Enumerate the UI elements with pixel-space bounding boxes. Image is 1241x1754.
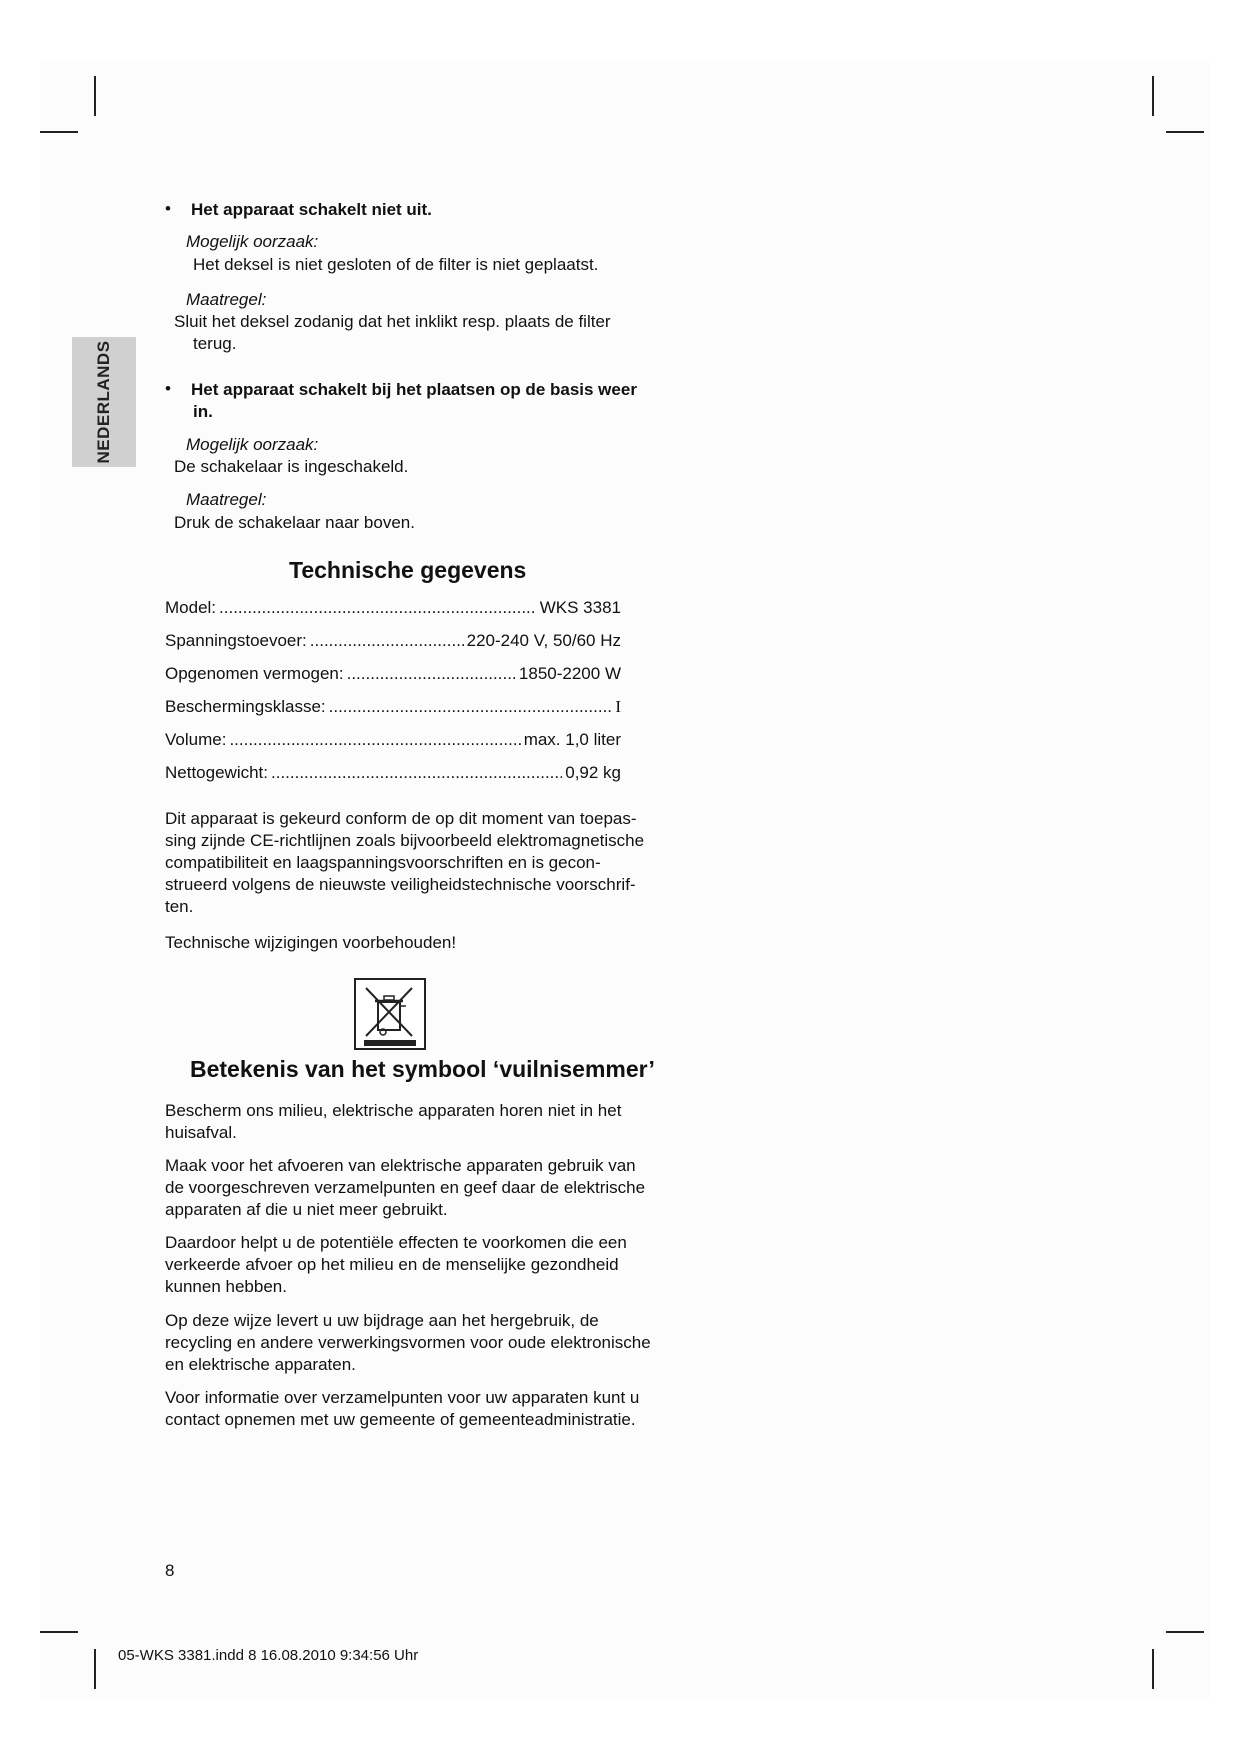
remedy-text: Druk de schakelaar naar boven. bbox=[174, 513, 415, 532]
spec-label: Volume: bbox=[165, 730, 227, 749]
problem-title: in. bbox=[193, 402, 213, 421]
crop-mark bbox=[1166, 1631, 1204, 1633]
crossed-bin-icon bbox=[354, 978, 426, 1050]
bullet: • bbox=[165, 379, 171, 398]
crop-mark bbox=[1152, 76, 1154, 116]
spec-label: Spanningstoevoer: bbox=[165, 631, 307, 650]
spec-leader bbox=[229, 729, 520, 751]
problem-title: Het apparaat schakelt niet uit. bbox=[191, 200, 432, 219]
language-tab-label: NEDERLANDS bbox=[94, 340, 113, 464]
spec-leader bbox=[271, 762, 562, 784]
spec-row bbox=[165, 597, 621, 619]
disposal-paragraph: Bescherm ons milieu, elektrische apparaten horen niet in het huisafval. bbox=[165, 1101, 622, 1142]
cause-text: Het deksel is niet gesloten of de filter is niet geplaatst. bbox=[193, 255, 599, 274]
compliance-text: Dit apparaat is gekeurd conform de op dit moment van toepas- sing zijnde CE-richtlijnen zoals bijvoorbeeld elektromagnetische compatibiliteit en laagspanningsvoorschriften en is gecon- strueerd volgens de nieuwste veiligheidstechnische voorschrif- ten. bbox=[165, 809, 645, 916]
disposal-paragraph: Op deze wijze levert u uw bijdrage aan het hergebruik, de recycling en andere verwerkingsvormen voor oude elektronische en elektrische apparaten. bbox=[165, 1311, 651, 1374]
remedy-label: Maatregel: bbox=[186, 490, 267, 509]
spec-value: 220-240 V, 50/60 Hz bbox=[466, 631, 621, 650]
spec-row bbox=[165, 729, 621, 751]
spec-leader bbox=[329, 696, 613, 718]
spec-label: Opgenomen vermogen: bbox=[165, 664, 344, 683]
reserved-note: Technische wijzigingen voorbehouden! bbox=[165, 933, 457, 952]
spec-value: WKS 3381 bbox=[539, 598, 621, 617]
disposal-paragraph: Daardoor helpt u de potentiële effecten te voorkomen die een verkeerde afvoer op het milieu en de menselijke gezondheid kunnen hebben. bbox=[165, 1233, 627, 1296]
spec-value: I bbox=[615, 697, 621, 716]
bullet: • bbox=[165, 199, 171, 218]
spec-value: 0,92 kg bbox=[565, 763, 621, 782]
disposal-paragraph: Voor informatie over verzamelpunten voor uw apparaten kunt u contact opnemen met uw gemeente of gemeenteadministratie. bbox=[165, 1388, 640, 1429]
disposal-heading: Betekenis van het symbool ‘vuilnisemmer’ bbox=[190, 1056, 655, 1082]
print-footer: 05-WKS 3381.indd 8 16.08.2010 9:34:56 Uhr bbox=[118, 1647, 419, 1664]
spec-leader bbox=[310, 630, 464, 652]
language-tab bbox=[72, 337, 136, 467]
spec-row bbox=[165, 630, 621, 652]
tech-heading: Technische gegevens bbox=[289, 557, 527, 583]
spec-value: max. 1,0 liter bbox=[523, 730, 621, 749]
crop-mark bbox=[94, 76, 96, 116]
remedy-label: Maatregel: bbox=[186, 290, 267, 309]
cause-label: Mogelijk oorzaak: bbox=[186, 232, 319, 251]
spec-label: Model: bbox=[165, 598, 217, 617]
crop-mark bbox=[40, 1631, 78, 1633]
spec-row bbox=[165, 696, 621, 718]
crop-mark bbox=[1152, 1649, 1154, 1689]
spec-row bbox=[165, 762, 621, 784]
spec-label: Nettogewicht: bbox=[165, 763, 268, 782]
crop-mark bbox=[40, 131, 78, 133]
crop-mark bbox=[1166, 131, 1204, 133]
page-number: 8 bbox=[165, 1561, 175, 1580]
cause-label: Mogelijk oorzaak: bbox=[186, 435, 319, 454]
spec-label: Beschermingsklasse: bbox=[165, 697, 326, 716]
problem-title: Het apparaat schakelt bij het plaatsen op de basis weer bbox=[191, 380, 637, 399]
crop-mark bbox=[94, 1649, 96, 1689]
spec-leader bbox=[219, 597, 537, 619]
spec-value: 1850-2200 W bbox=[518, 664, 621, 683]
cause-text: De schakelaar is ingeschakeld. bbox=[174, 457, 409, 476]
remedy-text: terug. bbox=[193, 334, 237, 353]
spec-row bbox=[165, 663, 621, 685]
disposal-paragraph: Maak voor het afvoeren van elektrische apparaten gebruik van de voorgeschreven verzamelpunten en geef daar de elektrische apparaten af die u niet meer gebruikt. bbox=[165, 1156, 646, 1219]
spec-leader bbox=[347, 663, 516, 685]
remedy-text: Sluit het deksel zodanig dat het inklikt resp. plaats de filter bbox=[174, 312, 611, 331]
